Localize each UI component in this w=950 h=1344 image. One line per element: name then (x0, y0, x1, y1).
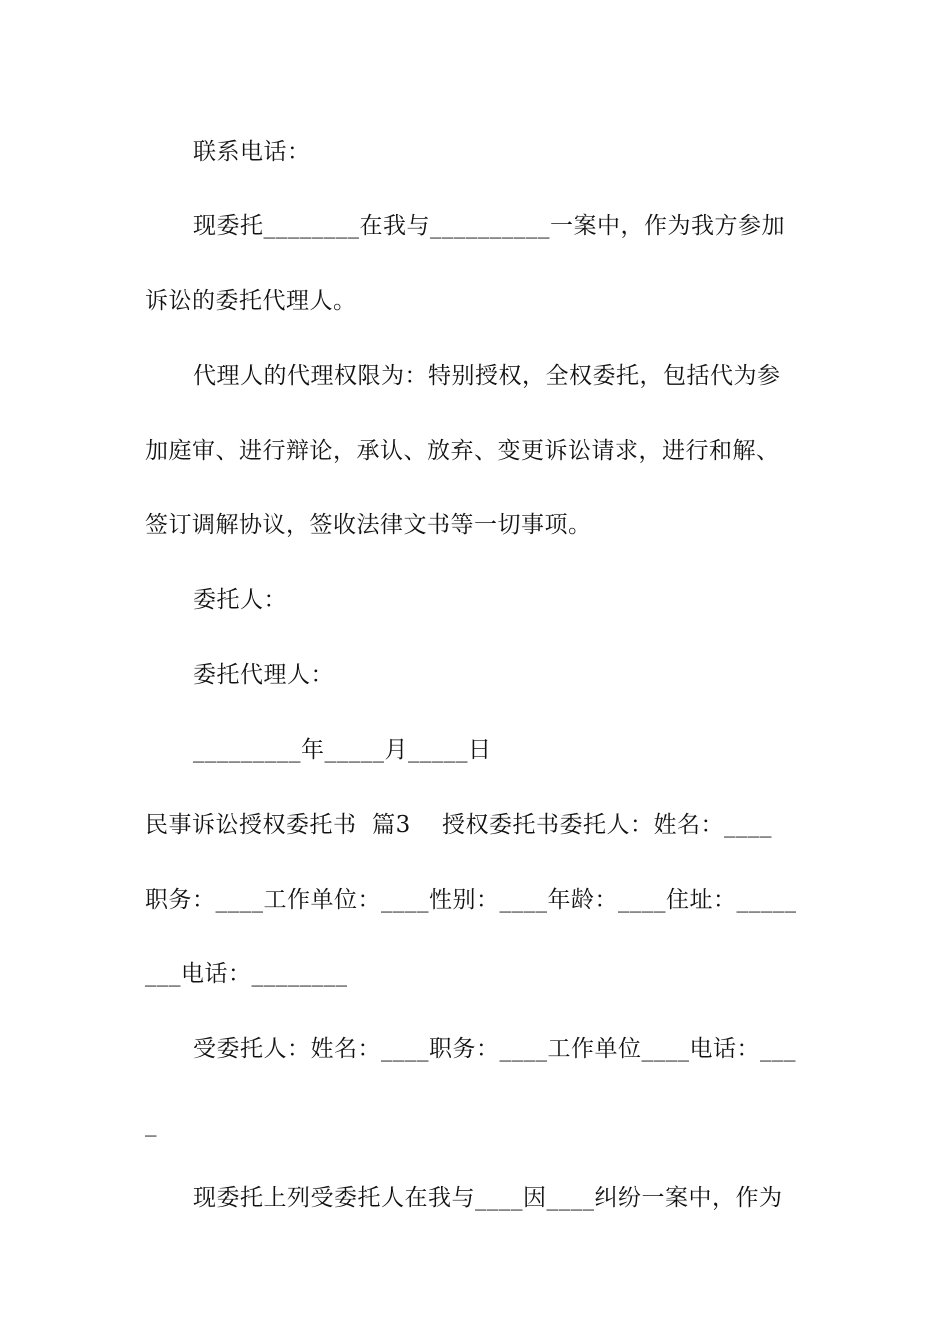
text-line-principal-phone: ___电话：________ (145, 961, 348, 987)
text-line-trustee-cont: _ (145, 1111, 157, 1137)
text-line-principal-details: 职务：____工作单位：____性别：____年龄：____住址：_____ (145, 887, 797, 913)
text-line-entrust: 现委托________在我与__________一案中，作为我方参加 (193, 213, 785, 239)
text-line-date: _________年_____月_____日 (193, 737, 492, 763)
text-line-authority-cont: 加庭审、进行辩论，承认、放弃、变更诉讼请求，进行和解、 (145, 438, 780, 464)
text-line-authority-end: 签订调解协议，签收法律文书等一切事项。 (145, 512, 592, 538)
text-line-authority: 代理人的代理权限为：特别授权，全权委托，包括代为参 (193, 363, 781, 389)
text-line-agent-role: 诉讼的委托代理人。 (145, 288, 357, 314)
text-line-contact-phone: 联系电话： (193, 139, 311, 165)
text-line-section-heading: 民事诉讼授权委托书 篇3 授权委托书委托人：姓名：____ (145, 812, 772, 838)
text-line-principal: 委托人： (193, 587, 287, 613)
text-line-entrust-trustee: 现委托上列受委托人在我与____因____纠纷一案中，作为 (193, 1185, 783, 1211)
text-line-trustee-details: 受委托人：姓名：____职务：____工作单位____电话：___ (193, 1036, 796, 1062)
text-line-agent: 委托代理人： (193, 662, 334, 688)
